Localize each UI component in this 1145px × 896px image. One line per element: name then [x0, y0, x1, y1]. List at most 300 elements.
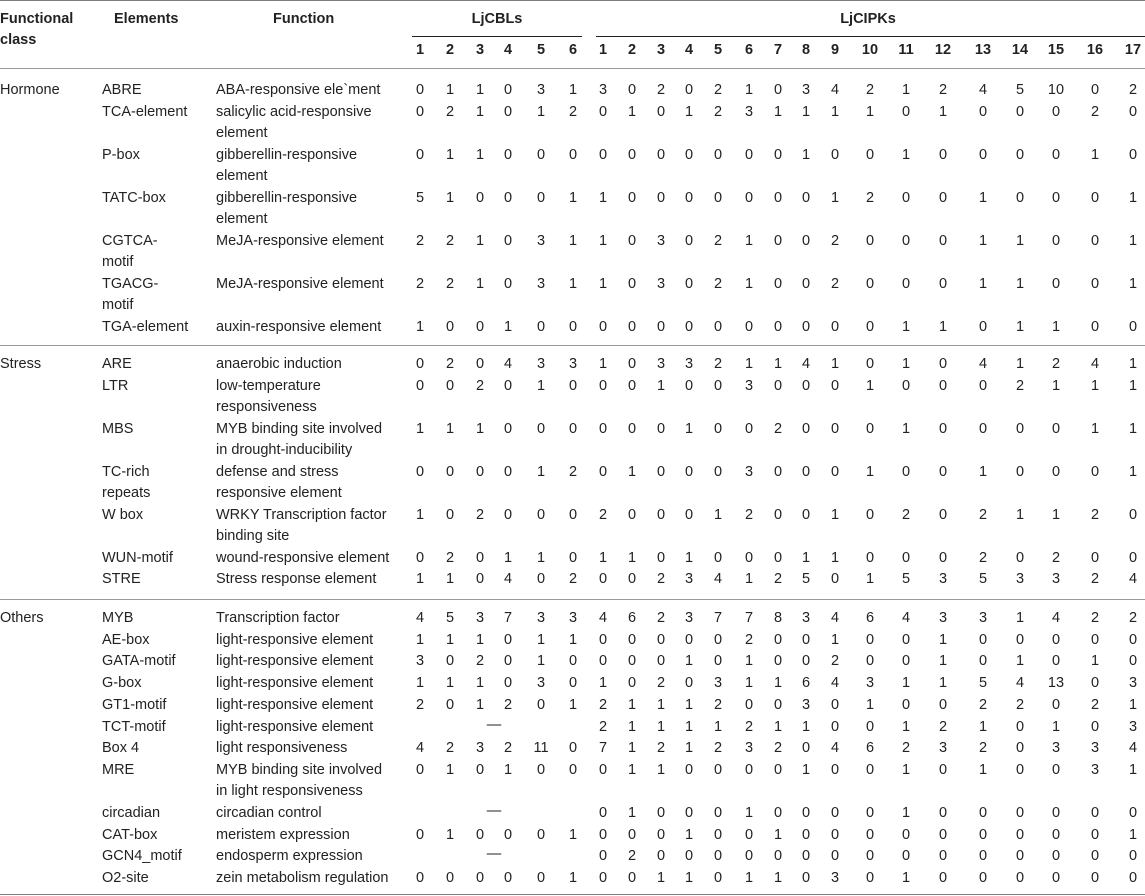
cipk-value: 0	[684, 82, 694, 98]
cipk-value: 6	[627, 610, 637, 626]
cbl-value: 0	[503, 653, 513, 670]
cipk-value: 0	[1051, 420, 1061, 437]
cbl-value: 1	[475, 420, 485, 437]
cipk-value: 0	[801, 275, 811, 292]
cipk-value: 2	[744, 631, 754, 648]
cbl-value: 0	[415, 356, 425, 372]
cipk-value: 3	[744, 463, 754, 480]
cipk-value: 0	[598, 848, 608, 865]
cbl-value: 2	[445, 275, 455, 292]
element-function: light-responsive element	[216, 653, 374, 670]
cipk-value: 3	[801, 696, 811, 713]
cbl-value: 2	[445, 232, 455, 249]
cipk-value: 1	[598, 675, 608, 692]
cipk-value: 1	[684, 870, 694, 886]
cipk-value: 0	[598, 870, 608, 886]
cipk-value: 0	[938, 189, 948, 206]
cipk-value: 3	[938, 740, 948, 757]
cipk-value: 0	[773, 653, 783, 670]
cipk-value: 0	[744, 318, 754, 335]
cipk-value: 0	[1015, 718, 1025, 735]
cipk-value: 0	[684, 275, 694, 292]
cbl-value: 4	[415, 610, 425, 626]
cipk-value: 0	[865, 761, 875, 778]
cbl-value: 1	[445, 571, 455, 588]
cipk-value: 1	[684, 740, 694, 757]
cipk-value: 0	[1090, 463, 1100, 480]
cipk-value: 1	[830, 506, 840, 523]
header-functional-class: class	[0, 32, 37, 48]
cipk-value: 3	[713, 675, 723, 692]
cipk-value: 3	[1015, 571, 1025, 588]
cipk-value: 0	[713, 146, 723, 163]
cipk-value: 0	[684, 675, 694, 692]
header-cipk-col: 15	[1047, 42, 1065, 58]
cbl-value: 1	[415, 571, 425, 588]
cipk-value: 0	[656, 420, 666, 437]
cipk-value: 0	[627, 377, 637, 394]
cipk-value: 2	[938, 718, 948, 735]
cbl-value: 1	[415, 675, 425, 692]
element-function: in light responsiveness	[216, 783, 363, 800]
element-name: motif	[102, 297, 134, 314]
cipk-value: 0	[865, 718, 875, 735]
cbl-value: 0	[568, 420, 578, 437]
cipk-value: 0	[978, 848, 988, 865]
cipk-value: 1	[1015, 356, 1025, 372]
cbl-value: 1	[475, 696, 485, 713]
cipk-value: 1	[656, 696, 666, 713]
cipk-value: 0	[1128, 506, 1138, 523]
cipk-value: 0	[627, 870, 637, 886]
cipk-value: 0	[598, 571, 608, 588]
cipk-value: 1	[744, 870, 754, 886]
cipk-value: 2	[598, 506, 608, 523]
cbl-value: 1	[536, 549, 546, 566]
cipk-value: 0	[1051, 870, 1061, 886]
header-ljcbls: LjCBLs	[471, 11, 523, 27]
cipk-value: 1	[901, 761, 911, 778]
cipk-value: 1	[627, 696, 637, 713]
cipk-value: 1	[1128, 826, 1138, 843]
element-function: zein metabolism regulation	[216, 870, 389, 886]
cipk-value: 2	[865, 82, 875, 98]
cipk-value: 2	[713, 275, 723, 292]
cipk-value: 4	[901, 610, 911, 626]
cipk-value: 0	[684, 318, 694, 335]
cipk-value: 1	[1128, 232, 1138, 249]
element-name: MBS	[102, 420, 134, 437]
cipk-value: 0	[598, 377, 608, 394]
element-name: TC-rich	[102, 463, 150, 480]
header-cipk-col: 9	[830, 42, 840, 58]
cipk-value: 1	[598, 356, 608, 372]
cbl-value: 3	[536, 232, 546, 249]
cbl-value: 1	[503, 761, 513, 778]
cipk-value: 1	[830, 189, 840, 206]
cipk-value: 2	[713, 82, 723, 98]
cbl-value: 1	[503, 549, 513, 566]
cbl-value: 1	[475, 103, 485, 120]
cbl-value: 0	[568, 653, 578, 670]
header-cipk-col: 3	[656, 42, 666, 58]
cbl-value: 0	[415, 761, 425, 778]
cbl-value: 1	[568, 870, 578, 886]
cipk-value: 0	[901, 826, 911, 843]
cipk-value: 1	[901, 146, 911, 163]
cipk-value: 0	[1051, 826, 1061, 843]
cbl-value: 0	[415, 549, 425, 566]
cipk-value: 0	[684, 189, 694, 206]
cbl-value: 0	[568, 146, 578, 163]
element-function: in drought-inducibility	[216, 442, 353, 459]
cipk-value: 0	[1090, 826, 1100, 843]
cbl-value: 3	[536, 275, 546, 292]
element-name: motif	[102, 254, 134, 271]
cipk-value: 0	[978, 146, 988, 163]
cipk-value: 0	[1051, 103, 1061, 120]
cipk-value: 0	[713, 826, 723, 843]
cipk-value: 0	[865, 356, 875, 372]
cipk-value: 0	[1128, 146, 1138, 163]
element-function: responsiveness	[216, 399, 317, 416]
cipk-value: 2	[713, 103, 723, 120]
cbl-value: 0	[503, 420, 513, 437]
cipk-value: 0	[1128, 549, 1138, 566]
cbl-value: 1	[475, 232, 485, 249]
cipk-value: 1	[801, 103, 811, 120]
cipk-value: 3	[656, 232, 666, 249]
element-name: TCA-element	[102, 103, 188, 120]
cipk-value: 0	[830, 420, 840, 437]
cipk-value: 0	[713, 549, 723, 566]
cipk-value: 0	[1090, 82, 1100, 98]
cipk-value: 0	[801, 463, 811, 480]
cipk-value: 1	[773, 870, 783, 886]
cipk-value: 0	[938, 804, 948, 821]
cipk-value: 0	[865, 420, 875, 437]
cipk-value: 1	[901, 420, 911, 437]
cipk-value: 0	[773, 463, 783, 480]
cbl-value: 0	[445, 696, 455, 713]
cipk-value: 3	[1128, 675, 1138, 692]
cbl-value: 2	[475, 653, 485, 670]
header-cbl-col: 6	[568, 42, 578, 58]
cipk-value: 0	[1090, 275, 1100, 292]
cipk-value: 2	[744, 718, 754, 735]
cipk-value: 0	[627, 275, 637, 292]
cipk-value: 0	[656, 146, 666, 163]
cipk-value: 0	[684, 804, 694, 821]
cipk-value: 0	[1015, 761, 1025, 778]
cbl-value: 1	[475, 631, 485, 648]
cipk-value: 0	[1051, 653, 1061, 670]
cbl-value: 0	[536, 571, 546, 588]
cipk-value: 0	[801, 804, 811, 821]
cbl-value: 0	[568, 377, 578, 394]
cipk-value: 0	[773, 377, 783, 394]
cipk-value: 0	[1015, 103, 1025, 120]
element-name: repeats	[102, 485, 151, 502]
cipk-value: 3	[1051, 740, 1061, 757]
cipk-value: 0	[627, 146, 637, 163]
cipk-value: 1	[901, 675, 911, 692]
cipk-value: 0	[684, 506, 694, 523]
cipk-value: 1	[684, 420, 694, 437]
cbl-value: 1	[568, 189, 578, 206]
cipk-value: 1	[938, 631, 948, 648]
cipk-value: 0	[773, 631, 783, 648]
cbl-value: 0	[568, 318, 578, 335]
cipk-value: 0	[830, 761, 840, 778]
cipk-value: 4	[1051, 610, 1061, 626]
cipk-value: 0	[627, 82, 637, 98]
cipk-value: 0	[801, 653, 811, 670]
cipk-value: 1	[1128, 189, 1138, 206]
cipk-value: 0	[627, 318, 637, 335]
cipk-value: 1	[627, 718, 637, 735]
cipk-value: 0	[1051, 761, 1061, 778]
element-name: ABRE	[102, 82, 142, 98]
cipk-value: 0	[938, 848, 948, 865]
element-name: circadian	[102, 804, 161, 821]
cipk-value: 0	[978, 318, 988, 335]
element-function: Stress response element	[216, 571, 377, 588]
cipk-value: 1	[627, 804, 637, 821]
cipk-value: 0	[713, 653, 723, 670]
cipk-value: 0	[978, 826, 988, 843]
cbl-value: 5	[415, 189, 425, 206]
cipk-value: 0	[901, 848, 911, 865]
cbl-value: 0	[475, 870, 485, 886]
cipk-value: 0	[744, 696, 754, 713]
cbl-value: 0	[445, 506, 455, 523]
cipk-value: 3	[865, 675, 875, 692]
element-name: O2-site	[102, 870, 149, 886]
cbl-value: 0	[415, 146, 425, 163]
cbl-value: 0	[475, 761, 485, 778]
cipk-value: 0	[773, 232, 783, 249]
cipk-value: 1	[865, 463, 875, 480]
element-function: salicylic acid-responsive	[216, 103, 372, 120]
group-label: Hormone	[0, 82, 60, 98]
cipk-value: 0	[744, 549, 754, 566]
table-rule	[0, 345, 1145, 346]
header-cipk-col: 4	[684, 42, 694, 58]
cipk-value: 1	[938, 103, 948, 120]
cipk-value: 1	[865, 571, 875, 588]
cipk-value: 0	[801, 826, 811, 843]
cipk-value: 2	[713, 232, 723, 249]
cipk-value: 0	[598, 103, 608, 120]
cipk-value: 0	[1128, 848, 1138, 865]
element-function: endosperm expression	[216, 848, 363, 865]
cipk-value: 0	[684, 377, 694, 394]
cipk-value: 0	[901, 103, 911, 120]
cipk-value: 0	[598, 804, 608, 821]
table-rule	[0, 894, 1145, 895]
cipk-value: 0	[978, 420, 988, 437]
element-name: LTR	[102, 377, 129, 394]
cipk-value: 1	[938, 318, 948, 335]
cbl-value: 1	[415, 420, 425, 437]
element-name: G-box	[102, 675, 142, 692]
cipk-value: 0	[1051, 146, 1061, 163]
cipk-value: 1	[1128, 420, 1138, 437]
cbl-value: 2	[415, 275, 425, 292]
cipk-value: 0	[713, 631, 723, 648]
cbl-value: 1	[536, 631, 546, 648]
cipk-value: 2	[1051, 549, 1061, 566]
cbl-value: 1	[536, 653, 546, 670]
header-cipk-col: 2	[627, 42, 637, 58]
element-function: MYB binding site involved	[216, 420, 383, 437]
element-name: TGA-element	[102, 318, 189, 335]
cipk-value: 0	[865, 146, 875, 163]
cipk-value: 0	[598, 826, 608, 843]
cipk-value: 0	[938, 696, 948, 713]
element-function: binding site	[216, 528, 290, 545]
cipk-value: 2	[978, 740, 988, 757]
cipk-value: 7	[713, 610, 723, 626]
cipk-value: 0	[938, 463, 948, 480]
cipk-value: 0	[656, 189, 666, 206]
element-name: Box 4	[102, 740, 140, 757]
cipk-value: 1	[1051, 718, 1061, 735]
cipk-value: 1	[627, 463, 637, 480]
table-rule	[0, 599, 1145, 600]
cipk-value: 1	[1090, 653, 1100, 670]
cipk-value: 3	[684, 356, 694, 372]
element-function: light-responsive element	[216, 718, 374, 735]
cipk-value: 1	[1015, 506, 1025, 523]
cipk-value: 0	[744, 761, 754, 778]
cbl-value: 0	[475, 571, 485, 588]
header-cipk-col: 6	[744, 42, 754, 58]
cipk-value: 3	[744, 740, 754, 757]
cipk-value: 0	[1015, 740, 1025, 757]
cbl-value: 2	[568, 103, 578, 120]
cipk-value: 4	[830, 675, 840, 692]
cbl-value: 0	[568, 740, 578, 757]
cipk-value: 4	[1128, 740, 1138, 757]
cipk-value: 1	[656, 377, 666, 394]
cipk-value: 0	[901, 377, 911, 394]
cipk-value: 0	[1015, 420, 1025, 437]
cbl-value: 1	[503, 318, 513, 335]
cipk-value: 1	[830, 631, 840, 648]
cbl-value: 0	[568, 506, 578, 523]
cipk-value: 0	[938, 826, 948, 843]
cipk-value: 1	[1128, 696, 1138, 713]
cipk-value: 0	[713, 420, 723, 437]
element-name: ARE	[102, 356, 132, 372]
cipk-value: 3	[656, 275, 666, 292]
cipk-value: 0	[1128, 318, 1138, 335]
cbl-value: 1	[536, 103, 546, 120]
cipk-value: 5	[801, 571, 811, 588]
header-cipk-col: 14	[1011, 42, 1029, 58]
cbl-value: 2	[503, 696, 513, 713]
cipk-value: 0	[627, 675, 637, 692]
cbl-value: 1	[475, 675, 485, 692]
element-name: CAT-box	[102, 826, 158, 843]
element-name: STRE	[102, 571, 141, 588]
cipk-value: 3	[938, 610, 948, 626]
cipk-value: 0	[598, 146, 608, 163]
cipk-value: 0	[656, 804, 666, 821]
cipk-value: 0	[865, 506, 875, 523]
cbl-value: 3	[415, 653, 425, 670]
cbl-value: 1	[445, 82, 455, 98]
cipk-value: 2	[1090, 610, 1100, 626]
cipk-value: 1	[865, 103, 875, 120]
cipk-value: 0	[627, 653, 637, 670]
cbl-value: 0	[475, 189, 485, 206]
cipk-value: 0	[865, 826, 875, 843]
cbl-value: 3	[568, 356, 578, 372]
cipk-value: 0	[773, 549, 783, 566]
cipk-value: 0	[865, 870, 875, 886]
cipk-value: 0	[1128, 653, 1138, 670]
cipk-value: 1	[801, 549, 811, 566]
cipk-value: 5	[901, 571, 911, 588]
cipk-value: 2	[978, 696, 988, 713]
cipk-value: 0	[901, 275, 911, 292]
cipk-value: 1	[978, 761, 988, 778]
cipk-value: 0	[656, 463, 666, 480]
cbl-missing: —	[486, 846, 502, 863]
cipk-value: 1	[744, 571, 754, 588]
cipk-value: 0	[865, 804, 875, 821]
header-cipk-col: 10	[861, 42, 879, 58]
cipk-value: 2	[773, 740, 783, 757]
cipk-value: 0	[1051, 189, 1061, 206]
cbl-value: 1	[445, 761, 455, 778]
cipk-value: 0	[598, 631, 608, 648]
cbl-value: 0	[503, 275, 513, 292]
element-function: meristem expression	[216, 826, 350, 843]
cipk-value: 0	[1015, 870, 1025, 886]
cipk-value: 3	[978, 610, 988, 626]
cipk-value: 2	[773, 571, 783, 588]
cipk-value: 2	[1128, 82, 1138, 98]
cipk-value: 0	[1090, 804, 1100, 821]
cipk-value: 2	[1090, 506, 1100, 523]
cipk-value: 2	[901, 740, 911, 757]
group-label: Stress	[0, 356, 42, 372]
cipk-value: 0	[978, 631, 988, 648]
element-function: low-temperature	[216, 377, 321, 394]
cipk-value: 0	[938, 377, 948, 394]
cipk-value: 0	[713, 318, 723, 335]
cipk-value: 0	[1051, 275, 1061, 292]
cbl-value: 0	[503, 189, 513, 206]
table-rule	[0, 68, 1145, 69]
cipk-value: 2	[938, 82, 948, 98]
cipk-value: 0	[627, 420, 637, 437]
cipk-value: 1	[684, 718, 694, 735]
cbl-value: 4	[503, 571, 513, 588]
cipk-value: 0	[938, 356, 948, 372]
cipk-value: 1	[830, 103, 840, 120]
cbl-value: 2	[445, 103, 455, 120]
cipk-value: 0	[801, 506, 811, 523]
cipk-value: 1	[598, 549, 608, 566]
element-function: anaerobic induction	[216, 356, 342, 372]
cipk-value: 0	[656, 653, 666, 670]
element-function: light responsiveness	[216, 740, 348, 757]
